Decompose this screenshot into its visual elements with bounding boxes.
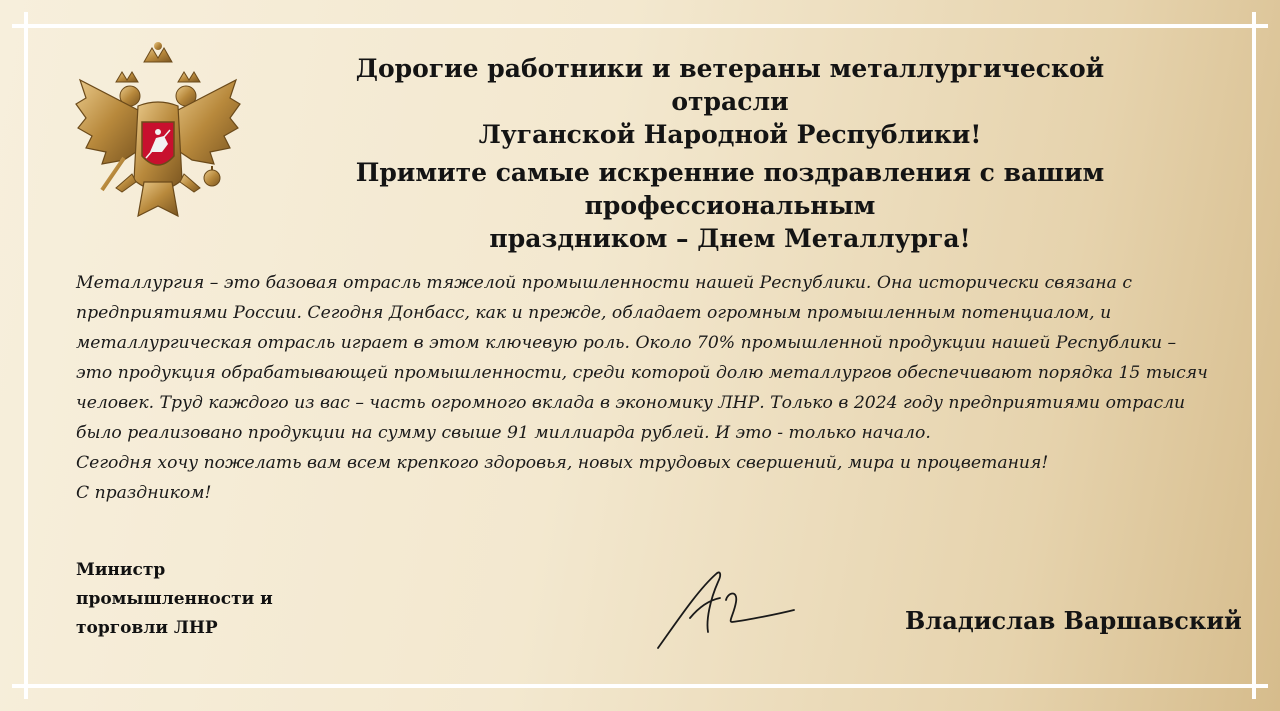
body-line: было реализовано продукции на сумму свыше 91 миллиарда рублей. И это - только начало. — [76, 423, 931, 443]
signatory-name: Владислав Варшавский — [905, 606, 1242, 635]
signatory-position-line-3: торговли ЛНР — [76, 618, 218, 638]
body-line: Сегодня хочу пожелать вам всем крепкого здоровья, новых трудовых свершений, мира и процветания! — [76, 453, 1049, 473]
body-line: предприятиями России. Сегодня Донбасс, как и прежде, обладает огромным промышленным потенциалом, и — [76, 303, 1112, 323]
body-line: это продукция обрабатывающей промышленности, среди которой долю металлургов обеспечивают порядка 15 тысяч — [76, 363, 1208, 383]
body-line: Металлургия – это базовая отрасль тяжелой промышленности нашей Республики. Она исторически связана с — [76, 273, 1132, 293]
frame-line-left — [24, 12, 28, 699]
heading-congratulation — [300, 156, 1160, 255]
body-line: металлургическая отрасль играет в этом ключевую роль. Около 70% промышленной продукции нашей Республики – — [76, 333, 1177, 353]
frame-line-bottom — [12, 684, 1268, 688]
heading-greeting-line-2: Луганской Народной Республики! — [478, 120, 982, 149]
frame-line-right — [1252, 12, 1256, 699]
frame-line-top — [12, 24, 1268, 28]
heading-congratulation-line-1: Примите самые искренние поздравления с вашим — [355, 158, 1105, 187]
signatory-position-line-2: промышленности и — [76, 589, 273, 609]
message-body — [76, 268, 1206, 508]
body-line: человек. Труд каждого из вас – часть огромного вклада в экономику ЛНР. Только в 2024 году предприятиями отрасли — [76, 393, 1186, 413]
body-line: С праздником! — [76, 483, 212, 503]
heading-congratulation-line-2: профессиональным — [584, 191, 876, 220]
heading-congratulation-line-3: праздником – Днем Металлурга! — [489, 224, 971, 253]
handwritten-signature-icon — [648, 560, 808, 660]
heading-greeting — [300, 52, 1160, 151]
heading-greeting-line-1: Дорогие работники и ветераны металлургической отрасли — [355, 54, 1105, 116]
russian-coat-of-arms-icon — [72, 40, 244, 230]
signatory-position-line-1: Министр — [76, 560, 166, 580]
signatory-position — [76, 556, 273, 643]
